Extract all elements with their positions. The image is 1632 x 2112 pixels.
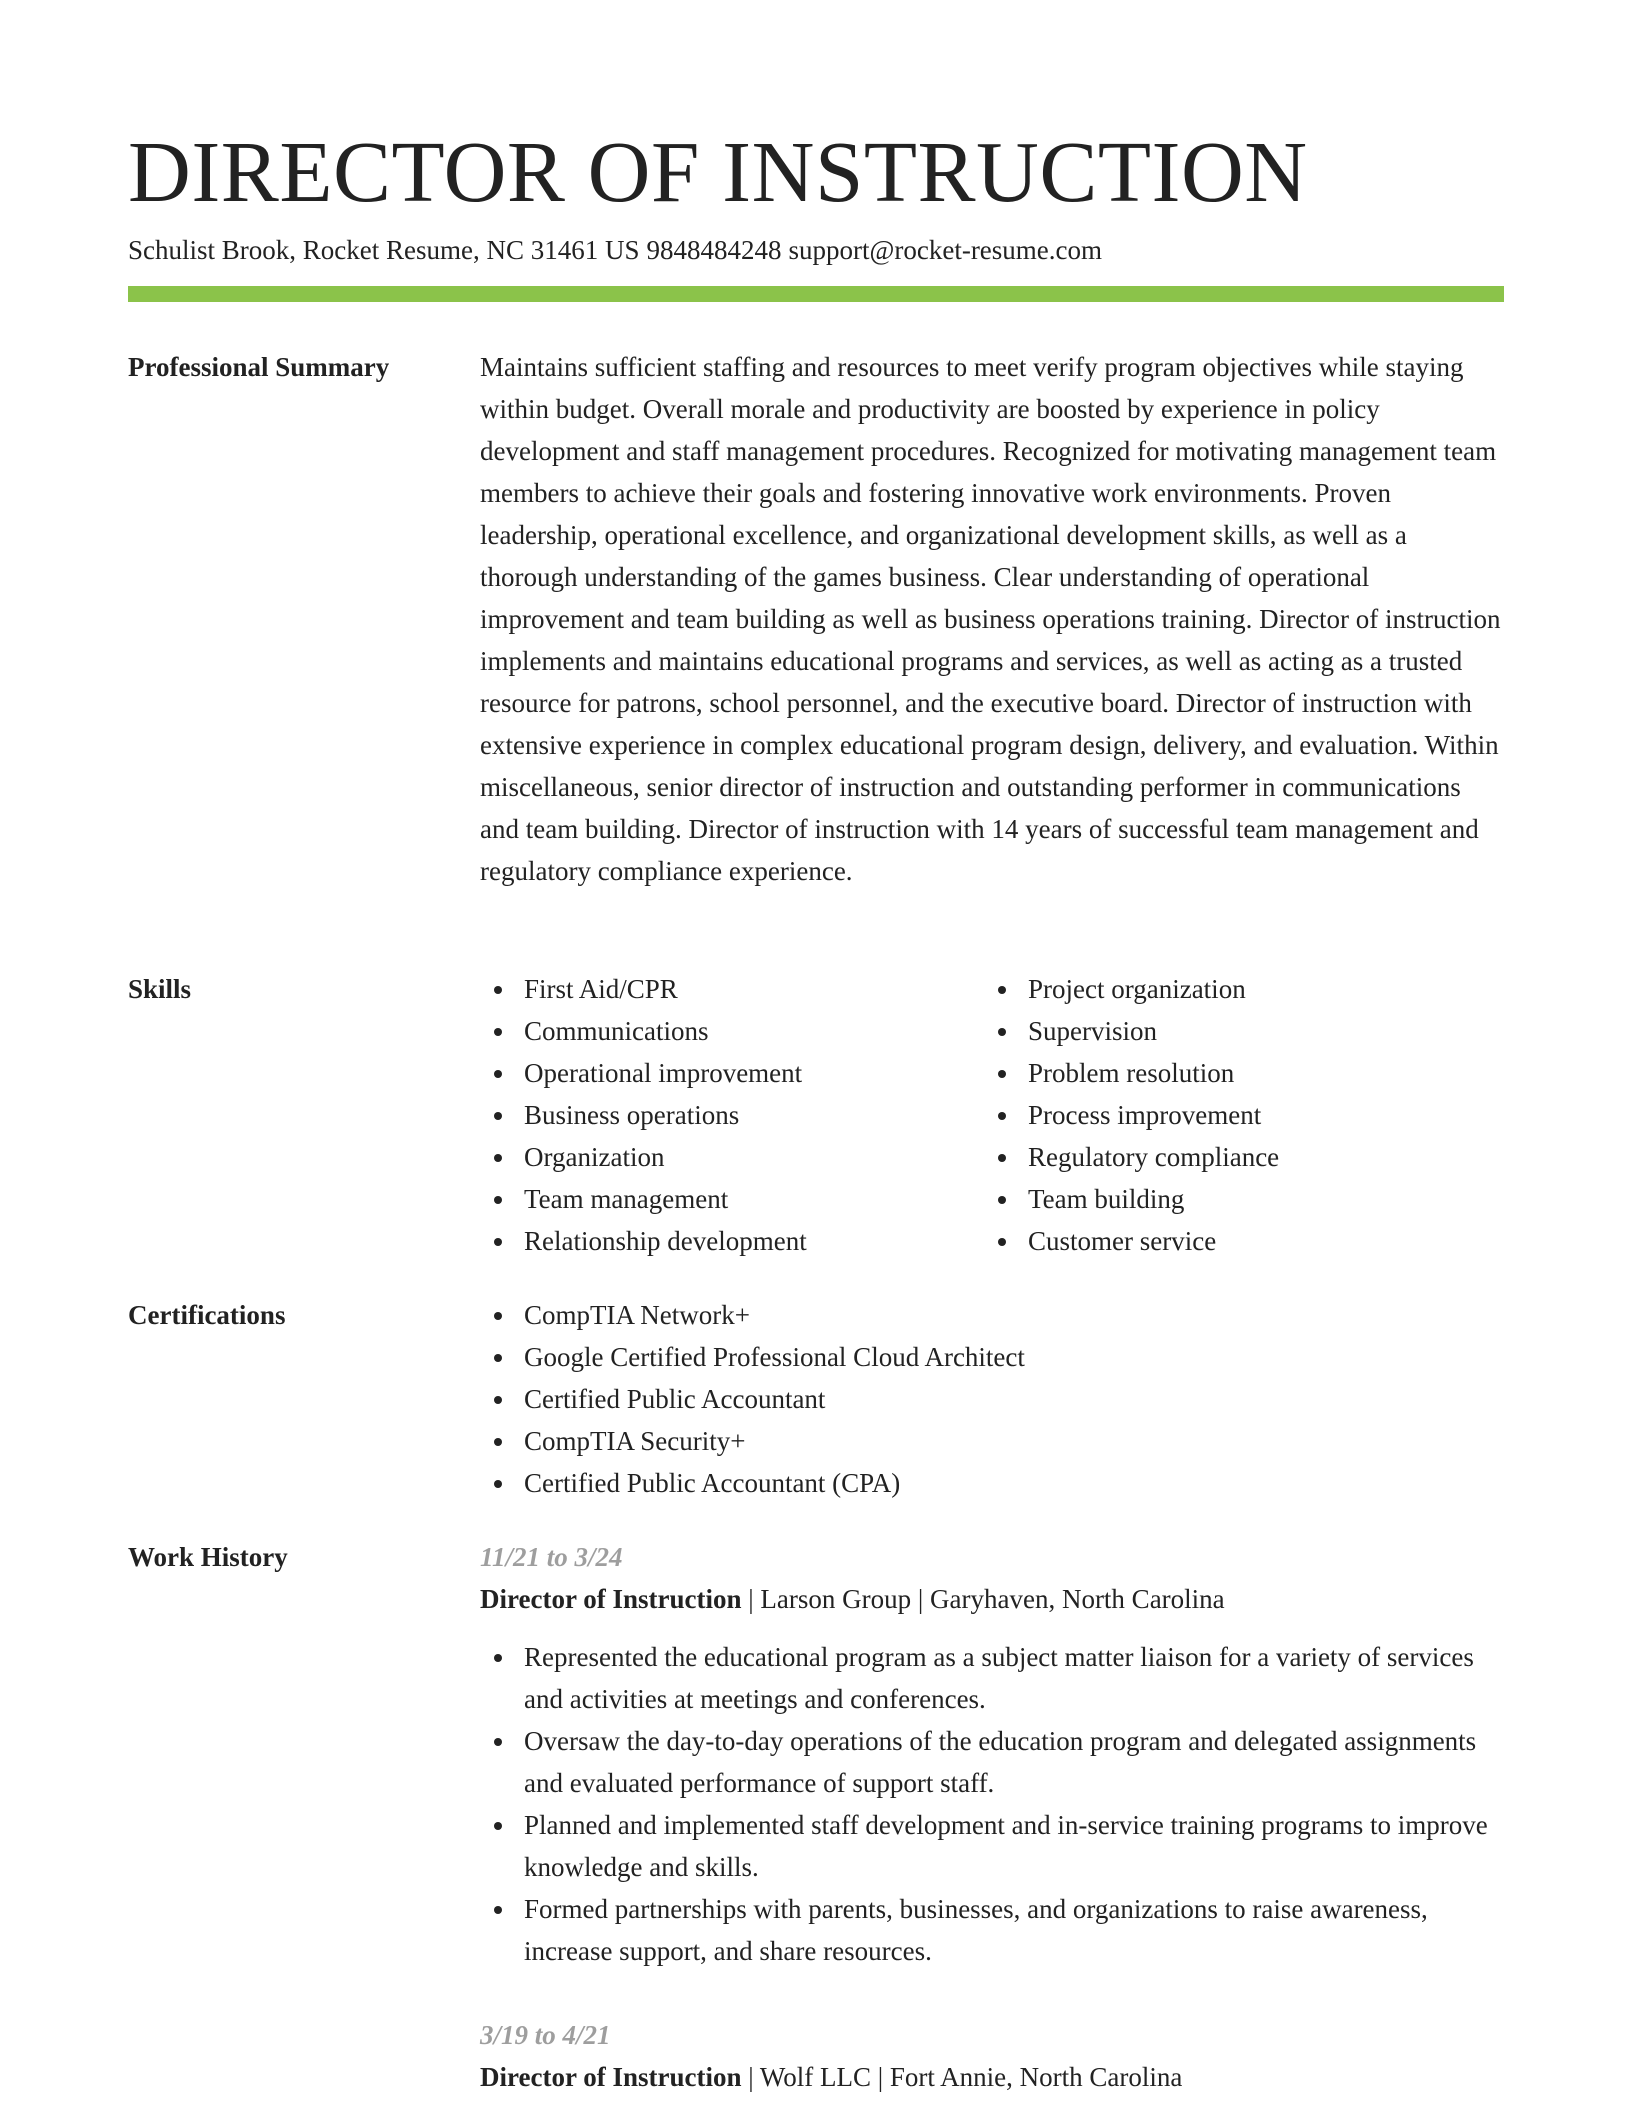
- skills-list-left: [480, 968, 984, 1262]
- job-bullet: Oversaw the day-to-day operations of the education program and delegated assignments and evaluated performance of support staff.: [480, 1720, 1504, 1804]
- certifications-list: [480, 1294, 1504, 1504]
- header-divider: [128, 286, 1504, 302]
- certification-item: Certified Public Accountant (CPA): [480, 1462, 1504, 1504]
- certifications-heading: Certifications: [128, 1300, 286, 1330]
- job-entry: [480, 2014, 1504, 2098]
- skill-item: Process improvement: [984, 1094, 1488, 1136]
- job-bullet: Formed partnerships with parents, businesses, and organizations to raise awareness, increase support, and share resources.: [480, 1888, 1504, 1972]
- skill-item: Communications: [480, 1010, 984, 1052]
- resume-title: DIRECTOR OF INSTRUCTION: [128, 123, 1308, 220]
- certification-item: CompTIA Security+: [480, 1420, 1504, 1462]
- job-bullet: Represented the educational program as a subject matter liaison for a variety of services and activities at meetings and conferences.: [480, 1636, 1504, 1720]
- contact-email: support@rocket-resume.com: [788, 235, 1103, 265]
- job-company: Wolf LLC: [759, 2062, 871, 2092]
- job-company: Larson Group: [760, 1584, 912, 1614]
- skill-item: Relationship development: [480, 1220, 984, 1262]
- skill-item: Regulatory compliance: [984, 1136, 1488, 1178]
- contact-phone: 9848484248: [646, 235, 782, 265]
- skill-item: Problem resolution: [984, 1052, 1488, 1094]
- skill-item: Business operations: [480, 1094, 984, 1136]
- skill-item: Customer service: [984, 1220, 1488, 1262]
- contact-line: [128, 232, 1102, 268]
- job-separator: |: [877, 2062, 884, 2092]
- job-bullet-list: [480, 1636, 1504, 1972]
- contact-address: Schulist Brook, Rocket Resume, NC 31461 US: [128, 235, 640, 265]
- job-separator: |: [917, 1584, 924, 1614]
- certification-item: CompTIA Network+: [480, 1294, 1504, 1336]
- work-history-heading: Work History: [128, 1542, 288, 1572]
- skill-item: Organization: [480, 1136, 984, 1178]
- job-title-line: [480, 2056, 1504, 2098]
- skill-item: Operational improvement: [480, 1052, 984, 1094]
- skills-heading: Skills: [128, 974, 192, 1004]
- job-bullet: Planned and implemented staff development and in-service training programs to improve knowledge and skills.: [480, 1804, 1504, 1888]
- skill-item: First Aid/CPR: [480, 968, 984, 1010]
- job-role: Director of Instruction: [480, 1584, 742, 1614]
- certification-item: Google Certified Professional Cloud Architect: [480, 1336, 1504, 1378]
- job-separator: |: [748, 1584, 754, 1614]
- job-role: Director of Instruction: [480, 2062, 742, 2092]
- skill-item: Supervision: [984, 1010, 1488, 1052]
- summary-text: Maintains sufficient staffing and resources to meet verify program objectives while staying within budget. Overall morale and productivity are boosted by experience in policy development and staff management procedures. Recognized for motivating management team members to achieve their goals and fostering innovative work environments. Proven leadership, operational excellence, and organizational development skills, as well as a thorough understanding of the games business. Clear understanding of operational improvement and team building as well as business operations training. Director of instruction implements and maintains educational programs and services, as well as acting as a trusted resource for patrons, school personnel, and the executive board. Director of instruction with extensive experience in complex educational program design, delivery, and evaluation. Within miscellaneous, senior director of instruction and outstanding performer in communications and team building. Director of instruction with 14 years of successful team management and regulatory compliance experience.: [480, 352, 1501, 886]
- job-separator: |: [748, 2062, 754, 2092]
- skills-list-right: [984, 968, 1488, 1262]
- job-dates: 3/19 to 4/21: [480, 2020, 611, 2050]
- job-dates: 11/21 to 3/24: [480, 1542, 623, 1572]
- skill-item: Project organization: [984, 968, 1488, 1010]
- skill-item: Team management: [480, 1178, 984, 1220]
- summary-heading: Professional Summary: [128, 352, 390, 382]
- certification-item: Certified Public Accountant: [480, 1378, 1504, 1420]
- skill-item: Team building: [984, 1178, 1488, 1220]
- resume-page: [128, 0, 1504, 2112]
- job-location: Garyhaven, North Carolina: [930, 1584, 1225, 1614]
- job-location: Fort Annie, North Carolina: [889, 2062, 1183, 2092]
- job-title-line: [480, 1578, 1504, 1620]
- job-entry: [480, 1536, 1504, 1972]
